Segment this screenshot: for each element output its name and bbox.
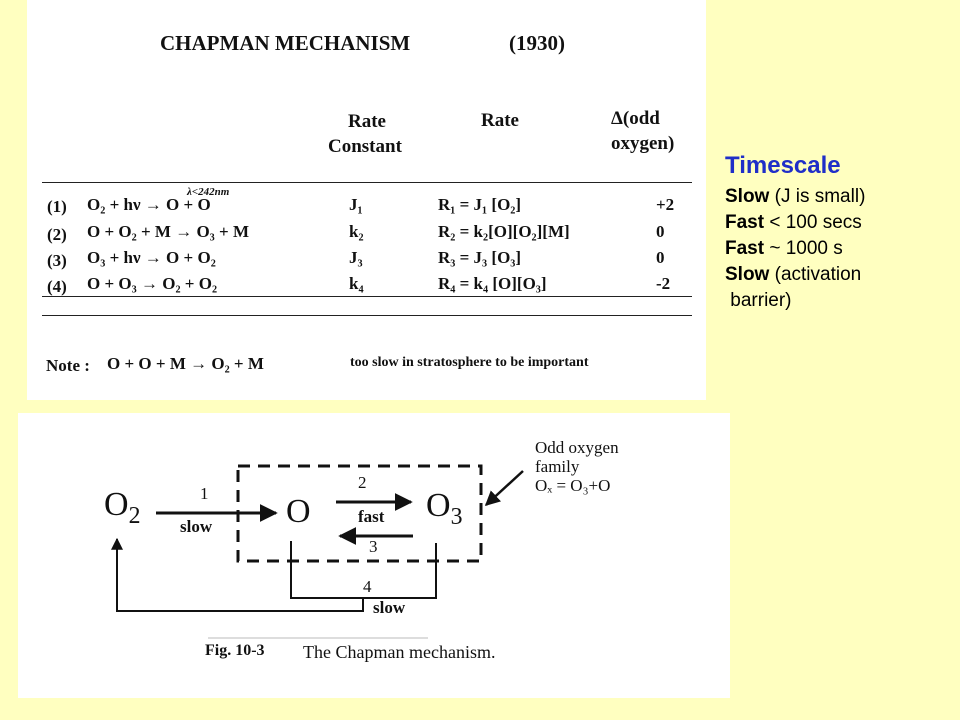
timescale-line-2-bold: Fast	[725, 212, 765, 233]
row-3-rate: R₃ = J₃ [O₃]	[438, 248, 522, 267]
timescale-line-3	[725, 236, 843, 262]
row-4-constant: k₄	[349, 274, 364, 293]
header-odd-oxygen-line1: Δ(odd	[611, 108, 660, 129]
table-rule-mid	[42, 296, 692, 297]
timescale-line-3-text: ~ 1000 s	[764, 238, 843, 259]
note-label: Note :	[46, 356, 90, 375]
note-reaction: O + O + M → O₂ + M	[107, 354, 264, 373]
row-4-rate: R₄ = k₄ [O][O₃]	[438, 274, 547, 293]
row-4-reaction: O + O₃ → O₂ + O₂	[87, 274, 218, 293]
row-2-delta: 0	[656, 222, 665, 241]
species-o3-subscript: 3	[450, 503, 463, 530]
note-text: too slow in stratosphere to be important	[350, 355, 589, 370]
timescale-line-5-text: barrier)	[725, 290, 792, 311]
species-o2-symbol: O	[104, 486, 129, 523]
step-2-number: 2	[358, 473, 367, 492]
family-label-line1: Odd oxygen	[535, 438, 619, 457]
species-o3-symbol: O	[426, 487, 451, 524]
header-rate: Rate	[481, 110, 519, 131]
timescale-heading: Timescale	[725, 152, 841, 179]
return-loop	[117, 539, 363, 611]
step-4-number: 4	[363, 577, 372, 596]
caption-label: Fig. 10-3	[205, 642, 265, 659]
timescale-line-3-bold: Fast	[725, 238, 765, 259]
step-1-number: 1	[200, 484, 209, 503]
table-rule-top	[42, 182, 692, 183]
row-3-delta: 0	[656, 248, 665, 267]
step-4-label: slow	[373, 598, 406, 617]
row-2-constant: k₂	[349, 222, 364, 241]
chapman-table-panel	[27, 0, 706, 400]
step-3-number: 3	[369, 537, 378, 556]
timescale-line-2-text: < 100 secs	[764, 212, 862, 233]
chapman-figure-panel	[18, 413, 730, 698]
timescale-line-5	[725, 288, 792, 314]
species-o2-subscript: 2	[128, 502, 141, 529]
row-1-num: (1)	[47, 197, 67, 216]
timescale-line-4-bold: Slow	[725, 264, 770, 285]
row-3-num: (3)	[47, 251, 67, 270]
table-rule-bottom	[42, 315, 692, 316]
header-rate-constant-line1: Rate	[348, 111, 386, 132]
caption-text: The Chapman mechanism.	[303, 642, 496, 662]
row-1-rate: R₁ = J₁ [O₂]	[438, 195, 522, 214]
row-2-rate: R₂ = k₂[O][O₂][M]	[438, 222, 570, 241]
row-4-num: (4)	[47, 277, 67, 296]
family-pointer-arrow	[486, 471, 523, 505]
timescale-line-2	[725, 210, 862, 236]
row-2-num: (2)	[47, 225, 67, 244]
species-o2	[104, 486, 140, 530]
row-3-reaction: O₃ + hν → O + O₂	[87, 248, 216, 267]
timescale-line-4-text: (activation	[769, 264, 862, 285]
row-1-delta: +2	[656, 195, 675, 214]
family-formula: Oₓ = O₃+O	[535, 476, 611, 495]
table-title: CHAPMAN MECHANISM	[160, 31, 411, 55]
timescale-line-1-text: (J is small)	[769, 186, 866, 207]
species-o3	[426, 487, 462, 531]
row-2-reaction: O + O₂ + M → O₃ + M	[87, 222, 250, 241]
photolysis-condition: λ<242nm	[187, 186, 230, 198]
species-o: O	[286, 493, 311, 530]
timescale-line-4	[725, 262, 861, 288]
row-1-constant: J₁	[349, 195, 363, 214]
step-1-label: slow	[180, 517, 213, 536]
row-4-delta: -2	[656, 274, 671, 293]
table-year: (1930)	[509, 31, 565, 55]
timescale-line-1-bold: Slow	[725, 186, 770, 207]
row-3-constant: J₃	[349, 248, 363, 267]
header-rate-constant-line2: Constant	[328, 136, 402, 157]
header-odd-oxygen-line2: oxygen)	[611, 133, 675, 154]
timescale-line-1	[725, 184, 865, 210]
family-label-line2: family	[535, 457, 580, 476]
step-2-label: fast	[358, 507, 385, 526]
row-1-reaction: O₂ + hν → O + O	[87, 195, 211, 214]
